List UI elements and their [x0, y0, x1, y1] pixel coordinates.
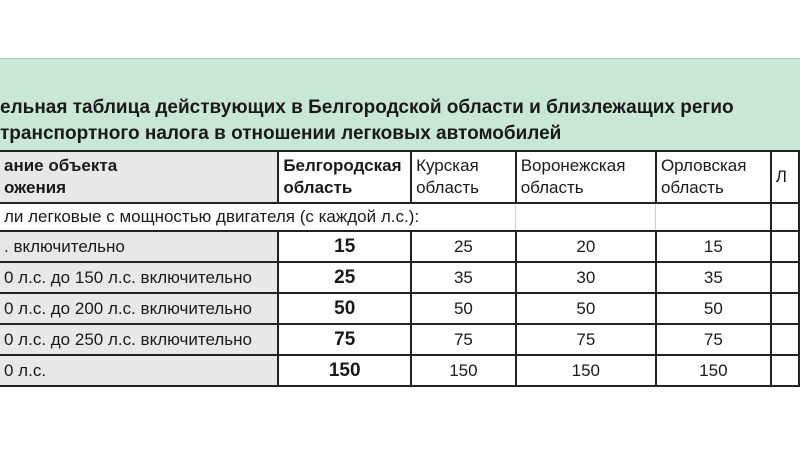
rate-cell-voronezh: 150 [516, 355, 656, 386]
table-row [0, 324, 799, 355]
rate-cell-orel: 15 [656, 231, 771, 262]
table-row [0, 231, 799, 262]
subheader-cell [771, 203, 799, 231]
rate-cell-belgorod: 75 [278, 324, 411, 355]
rate-cell-kursk: 150 [411, 355, 516, 386]
header-belgorod: Белгородская область [278, 151, 411, 203]
rate-cell-voronezh: 50 [516, 293, 656, 324]
rate-cell-voronezh: 20 [516, 231, 656, 262]
header-cut-off: Л [771, 151, 799, 203]
rate-cell-cut-off [771, 355, 799, 386]
rate-cell-kursk: 25 [411, 231, 516, 262]
table-row [0, 293, 799, 324]
rate-cell-belgorod: 150 [278, 355, 411, 386]
title-line-1: ельная таблица действующих в Белгородской области и близлежащих регио [0, 97, 734, 118]
rate-cell-cut-off [771, 293, 799, 324]
rate-cell-cut-off [771, 231, 799, 262]
rate-cell-cut-off [771, 324, 799, 355]
row-label: 0 л.с. до 150 л.с. включительно [0, 262, 278, 293]
rate-cell-orel: 35 [656, 262, 771, 293]
rate-cell-voronezh: 75 [516, 324, 656, 355]
table-row [0, 355, 799, 386]
rate-cell-voronezh: 30 [516, 262, 656, 293]
header-object: ание объекта ожения [0, 151, 278, 203]
table-title [0, 95, 800, 147]
rate-cell-belgorod: 25 [278, 262, 411, 293]
table-row [0, 262, 799, 293]
rate-cell-kursk: 35 [411, 262, 516, 293]
row-label: . включительно [0, 231, 278, 262]
rate-cell-orel: 75 [656, 324, 771, 355]
rate-cell-cut-off [771, 262, 799, 293]
row-label: 0 л.с. до 250 л.с. включительно [0, 324, 278, 355]
header-orel: Орловская область [656, 151, 771, 203]
rate-cell-belgorod: 15 [278, 231, 411, 262]
subheader-label: ли легковые с мощностью двигателя (с каждой л.с.): [0, 203, 516, 231]
tax-rate-table-wrap [0, 150, 800, 387]
title-line-2: транспортного налога в отношении легковых автомобилей [0, 123, 562, 144]
row-label: 0 л.с. [0, 355, 278, 386]
table-header-row [0, 151, 799, 203]
row-label: 0 л.с. до 200 л.с. включительно [0, 293, 278, 324]
rate-cell-orel: 150 [656, 355, 771, 386]
tax-rate-table [0, 150, 800, 387]
header-voronezh: Воронежская область [516, 151, 656, 203]
subheader-cell [516, 203, 656, 231]
rate-cell-kursk: 50 [411, 293, 516, 324]
rate-cell-kursk: 75 [411, 324, 516, 355]
subheader-cell [656, 203, 771, 231]
rate-cell-orel: 50 [656, 293, 771, 324]
table-subheader-row [0, 203, 799, 231]
rate-cell-belgorod: 50 [278, 293, 411, 324]
header-kursk: Курская область [411, 151, 516, 203]
